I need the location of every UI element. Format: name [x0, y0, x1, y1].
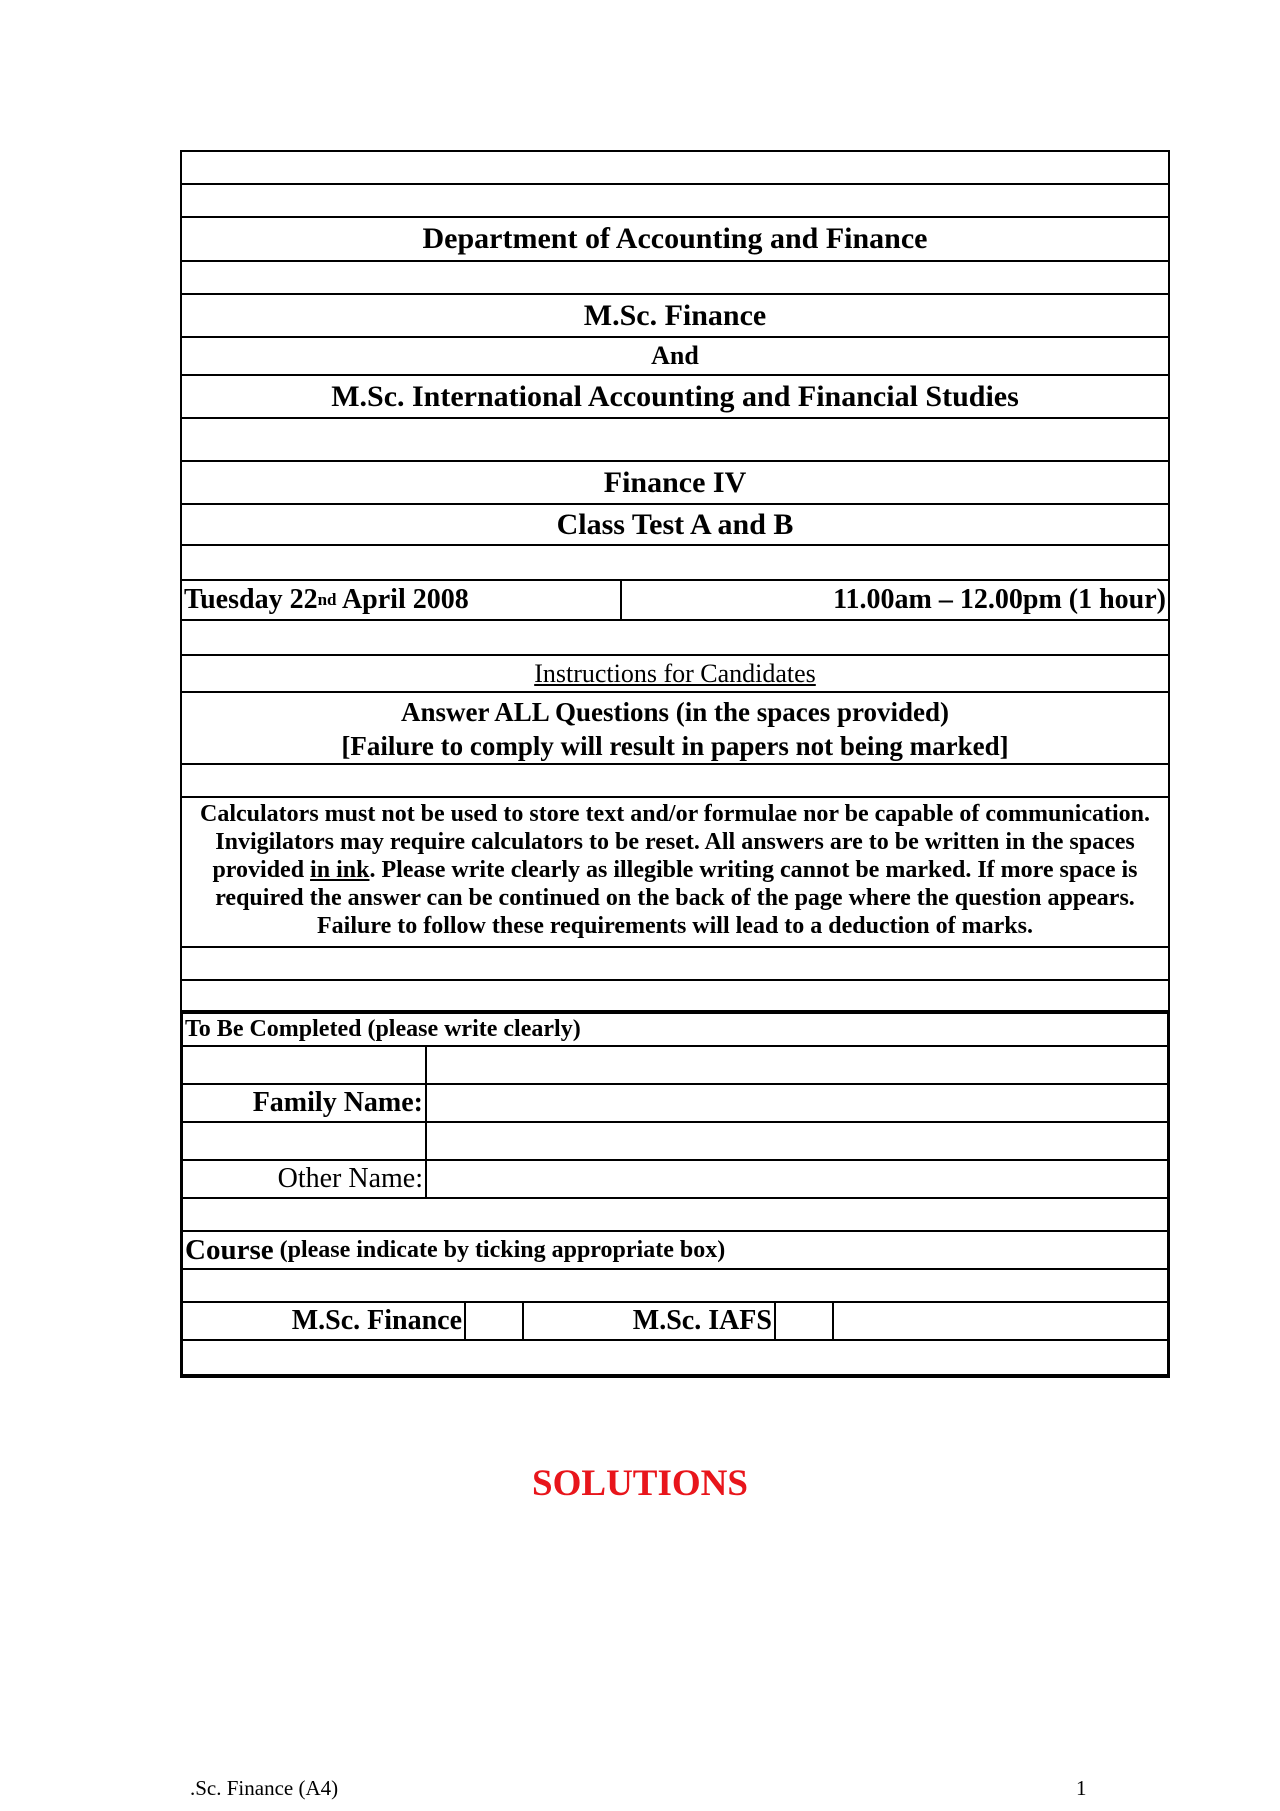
course-blank-cell — [834, 1303, 1167, 1339]
exam-date: Tuesday 22 nd April 2008 — [182, 581, 622, 619]
exam-time: 11.00am – 12.00pm (1 hour) — [833, 584, 1166, 615]
blank-row — [180, 621, 1170, 656]
instructions-heading-row — [180, 656, 1170, 693]
other-name-row — [180, 1161, 1170, 1199]
form-blank-row — [180, 1270, 1170, 1303]
exam-day: Tuesday 22 — [184, 584, 318, 615]
label-cell — [183, 1123, 427, 1159]
course-options-row — [180, 1303, 1170, 1341]
footer-course: .Sc. Finance (A4) — [190, 1776, 339, 1800]
programme-title: M.Sc. Finance — [180, 295, 1170, 338]
instruction-line-1: Answer ALL Questions (in the spaces provided) — [400, 697, 950, 727]
in-ink-emphasis: in ink — [310, 857, 370, 883]
family-name-label: Family Name: — [183, 1085, 427, 1121]
solutions-stamp: SOLUTIONS — [532, 1463, 748, 1504]
page-number: 1 — [1076, 1776, 1087, 1800]
cover-sheet — [180, 150, 1170, 1378]
form-heading: To Be Completed (please write clearly) — [180, 1014, 1170, 1047]
blank-row — [180, 546, 1170, 581]
blank-row — [180, 981, 1170, 1014]
paragraph-part-1: Calculators must not be used to store text and/or formulae nor be capable of communication. Invigilators may require calculators to be reset. All answers are to be written in the spaces provided — [200, 801, 1150, 883]
department-title: Department of Accounting and Finance — [180, 218, 1170, 262]
blank-row — [180, 419, 1170, 462]
form-blank-row — [180, 1341, 1170, 1378]
form-blank-row — [180, 1047, 1170, 1085]
blank-row — [180, 765, 1170, 798]
programme-title-2: M.Sc. International Accounting and Financial Studies — [180, 376, 1170, 419]
option-msc-finance-label: M.Sc. Finance — [183, 1303, 466, 1339]
instruction-line-2: [Failure to comply will result in papers not being marked] — [341, 731, 1009, 761]
blank-row — [180, 150, 1170, 185]
blank-row — [180, 185, 1170, 218]
schedule-row — [180, 581, 1170, 621]
value-cell — [427, 1047, 1167, 1083]
blank-row — [180, 948, 1170, 981]
course-label: Course — [185, 1233, 274, 1266]
course-hint: (please indicate by ticking appropriate box) — [273, 1236, 726, 1263]
label-cell — [183, 1047, 427, 1083]
option-msc-iafs-label: M.Sc. IAFS — [524, 1303, 776, 1339]
form-blank-row — [180, 1123, 1170, 1161]
course-heading-row — [180, 1232, 1170, 1270]
instructions-main — [180, 693, 1170, 765]
other-name-label: Other Name: — [183, 1161, 427, 1197]
msc-iafs-tick-box[interactable] — [776, 1303, 834, 1339]
value-cell — [427, 1123, 1167, 1159]
conjunction: And — [180, 338, 1170, 376]
test-title: Class Test A and B — [180, 505, 1170, 546]
instructions-heading: Instructions for Candidates — [534, 658, 816, 688]
blank-row — [180, 262, 1170, 295]
paragraph-part-2: . Please write clearly as illegible writing cannot be marked. If more space is required the answer can be continued on the back of the page where the question appears. Failure to follow these requirements will lead to a deduction of marks. — [215, 857, 1138, 939]
exam-month-year: April 2008 — [336, 584, 469, 615]
other-name-field[interactable] — [427, 1161, 1167, 1197]
form-blank-row — [180, 1199, 1170, 1232]
module-title: Finance IV — [180, 462, 1170, 505]
family-name-field[interactable] — [427, 1085, 1167, 1121]
msc-finance-tick-box[interactable] — [466, 1303, 524, 1339]
family-name-row — [180, 1085, 1170, 1123]
instructions-paragraph — [180, 798, 1170, 948]
